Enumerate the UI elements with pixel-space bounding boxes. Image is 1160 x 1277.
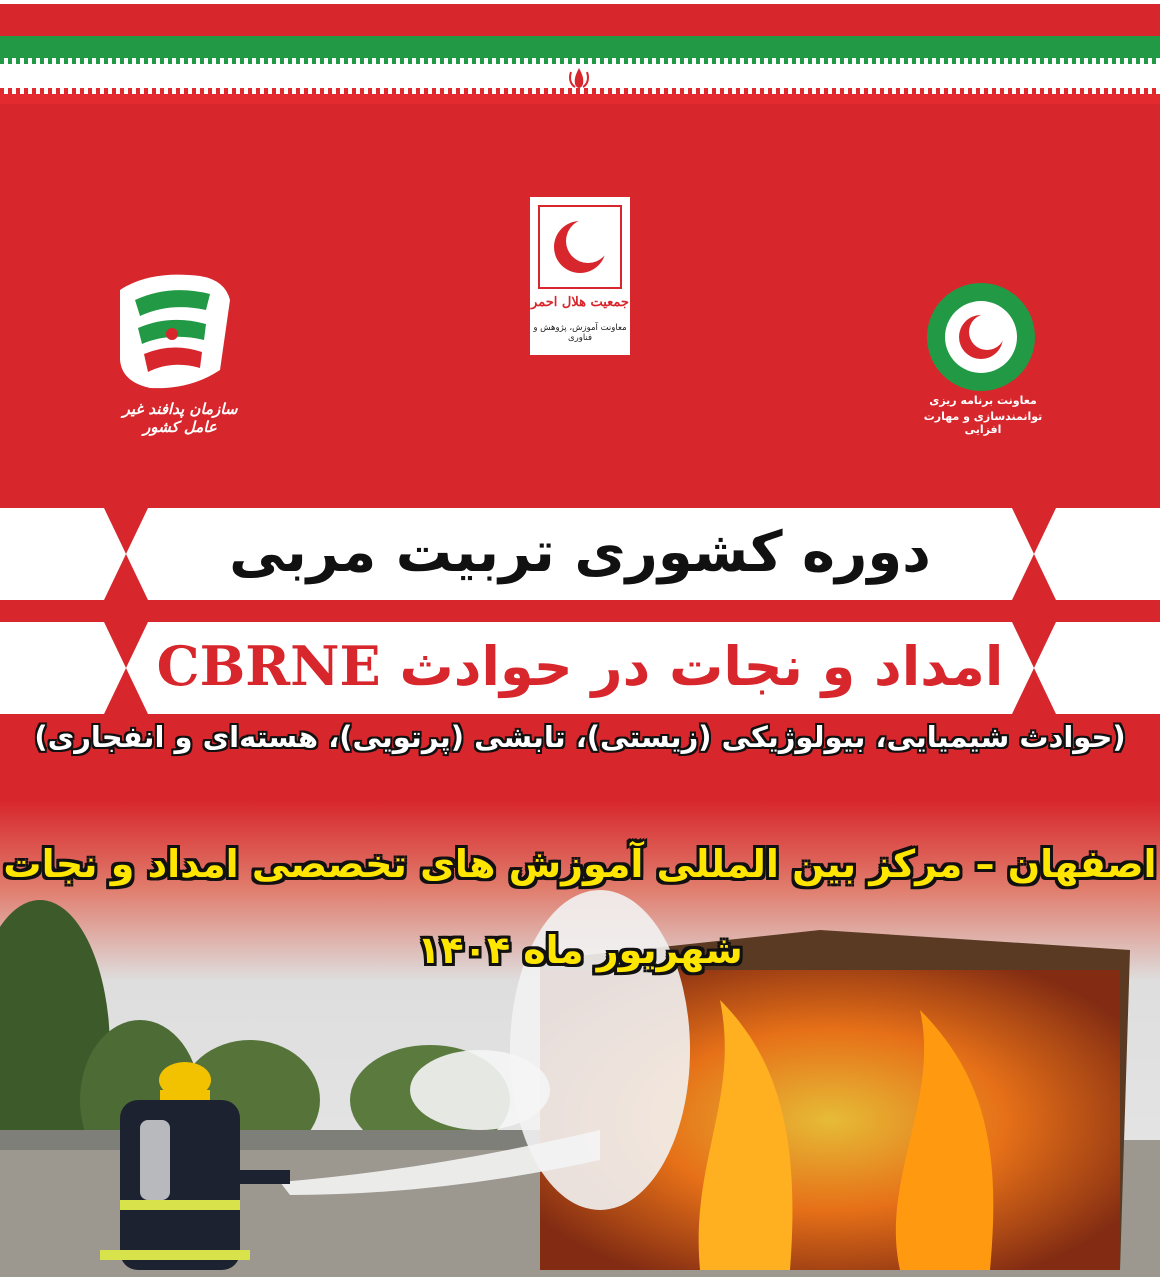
- logo-right-line1: معاونت برنامه ریزی: [929, 394, 1037, 407]
- logo-right-line2: توانمندسازی و مهارت افزایی: [923, 410, 1043, 436]
- title-line-2-en: CBRNE: [156, 634, 381, 698]
- relief-rescue-logo: [918, 282, 1048, 436]
- logo-frame: [538, 205, 622, 289]
- crescent-icon: [540, 207, 620, 287]
- logo-name: جمعیت هلال احمر: [531, 295, 629, 310]
- red-crescent-logo: [530, 197, 630, 355]
- training-photo: [0, 800, 1160, 1277]
- title-line-1: دوره کشوری تربیت مربی: [229, 520, 931, 585]
- event-date: شهریور ماه ۱۴۰۴: [417, 928, 743, 972]
- title-banner-2: [0, 622, 1160, 714]
- flag-lace-top: [0, 58, 1160, 64]
- title-line-2-fa: امداد و نجات در حوادث: [399, 635, 1004, 698]
- flag-green-stripe: [0, 36, 1160, 58]
- title-subtitle: (حوادث شیمیایی، بیولوژیکی (زیستی)، تابشی (پرتویی)، هسته‌ای و انفجاری): [34, 720, 1126, 754]
- top-white-line: [0, 0, 1160, 4]
- title-banner-1: [0, 508, 1160, 600]
- flag-band: [0, 0, 1160, 128]
- logo-subtitle: معاونت آموزش، پژوهش و فناوری: [533, 323, 627, 343]
- event-location: اصفهان – مرکز بین المللی آموزش های تخصصی امداد و نجات: [3, 842, 1157, 886]
- passive-defense-logo: [110, 270, 250, 436]
- iran-emblem-icon: [566, 66, 592, 90]
- title-line-2: [0, 634, 1160, 698]
- logo-left-name: سازمان پدافند غیر عامل کشور: [122, 400, 238, 436]
- passive-defense-emblem-icon: [110, 270, 240, 396]
- flag-red-stripe: [0, 94, 1160, 104]
- relief-rescue-emblem-icon: [926, 282, 1036, 392]
